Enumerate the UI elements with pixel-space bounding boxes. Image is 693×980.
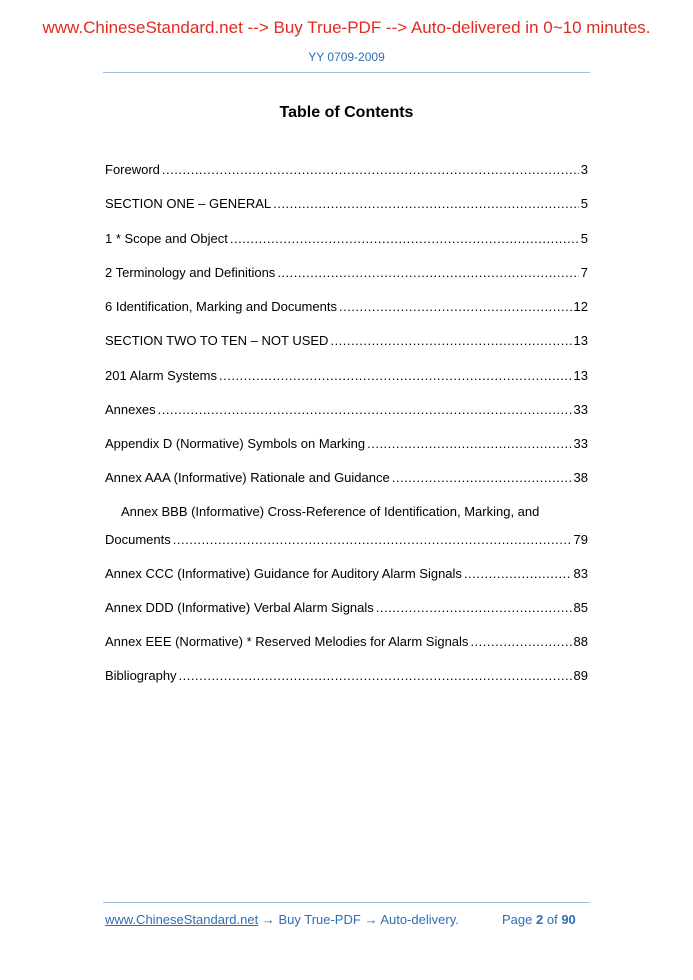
toc-entry-page: 5 bbox=[580, 196, 588, 211]
toc-entry-annex-ddd[interactable] bbox=[105, 598, 588, 616]
toc-leader-dots bbox=[273, 196, 579, 212]
toc-entry-foreword[interactable] bbox=[105, 160, 588, 178]
of-label: of bbox=[546, 912, 558, 927]
toc-entry-title: 2 Terminology and Definitions bbox=[105, 265, 276, 280]
toc-entry-page: 3 bbox=[580, 162, 588, 177]
footer-buy-label: Buy True-PDF bbox=[278, 912, 361, 927]
toc-entry-page: 13 bbox=[573, 368, 588, 383]
toc-entry-bibliography[interactable] bbox=[105, 666, 588, 684]
toc-entry-title: Bibliography bbox=[105, 668, 177, 683]
toc-leader-dots bbox=[277, 265, 578, 281]
toc-title: Table of Contents bbox=[279, 104, 414, 121]
arrow-right-icon: → bbox=[261, 912, 275, 927]
toc-entry-annex-bbb-line1[interactable]: Annex BBB (Informative) Cross-Reference of Identification, Marking, and bbox=[121, 504, 540, 519]
toc-entry-annex-eee[interactable] bbox=[105, 632, 588, 650]
toc-entry-annex-ccc[interactable] bbox=[105, 564, 588, 582]
header-divider bbox=[103, 72, 590, 73]
toc-entry-identification[interactable] bbox=[105, 297, 588, 315]
page-indicator bbox=[502, 912, 576, 927]
toc-entry-title: Annexes bbox=[105, 402, 156, 417]
toc-entry-page: 12 bbox=[573, 299, 588, 314]
toc-entry-section-two-to-ten[interactable] bbox=[105, 331, 588, 349]
toc-leader-dots bbox=[230, 231, 579, 247]
toc-leader-dots bbox=[339, 299, 572, 315]
toc-entry-title: Annex AAA (Informative) Rationale and Guidance bbox=[105, 470, 390, 485]
toc-entry-alarm-systems[interactable] bbox=[105, 366, 588, 384]
footer-links bbox=[105, 912, 459, 927]
footer-divider bbox=[103, 902, 590, 903]
toc-leader-dots bbox=[179, 668, 572, 684]
toc-entry-title: 6 Identification, Marking and Documents bbox=[105, 299, 337, 314]
document-number: YY 0709-2009 bbox=[308, 50, 385, 64]
toc-entry-page: 85 bbox=[573, 600, 588, 615]
toc-entry-appendix-d[interactable] bbox=[105, 434, 588, 452]
toc-entry-title: 201 Alarm Systems bbox=[105, 368, 217, 383]
toc-leader-dots bbox=[330, 333, 571, 349]
toc-entry-scope[interactable] bbox=[105, 229, 588, 247]
toc-entry-title: Annex CCC (Informative) Guidance for Auditory Alarm Signals bbox=[105, 566, 462, 581]
toc-leader-dots bbox=[162, 162, 579, 178]
toc-entry-section-one[interactable] bbox=[105, 194, 588, 212]
toc-entry-page: 33 bbox=[573, 402, 588, 417]
toc-entry-page: 7 bbox=[580, 265, 588, 280]
toc-leader-dots bbox=[367, 436, 571, 452]
page-current: 2 bbox=[536, 912, 544, 927]
toc-entry-title: 1 * Scope and Object bbox=[105, 231, 228, 246]
toc-leader-dots bbox=[464, 566, 572, 582]
toc-entry-page: 13 bbox=[573, 333, 588, 348]
toc-entry-title: SECTION ONE – GENERAL bbox=[105, 196, 272, 211]
page-label: Page bbox=[502, 912, 533, 927]
toc-entry-title: Documents bbox=[105, 532, 171, 547]
toc-leader-dots bbox=[219, 368, 572, 384]
toc-entry-annexes[interactable] bbox=[105, 400, 588, 418]
toc-leader-dots bbox=[158, 402, 572, 418]
toc-entry-title: Foreword bbox=[105, 162, 160, 177]
toc-entry-page: 79 bbox=[573, 532, 588, 547]
toc-entry-annex-aaa[interactable] bbox=[105, 468, 588, 486]
toc-leader-dots bbox=[470, 634, 571, 650]
toc-entry-page: 33 bbox=[573, 436, 588, 451]
toc-entry-page: 89 bbox=[573, 668, 588, 683]
toc-entry-page: 88 bbox=[573, 634, 588, 649]
toc-entry-annex-bbb[interactable] bbox=[105, 530, 588, 548]
toc-entry-title: Annex DDD (Informative) Verbal Alarm Signals bbox=[105, 600, 374, 615]
toc-entry-page: 5 bbox=[580, 231, 588, 246]
toc-entry-title: Annex EEE (Normative) * Reserved Melodies for Alarm Signals bbox=[105, 634, 469, 649]
toc-entry-title: Appendix D (Normative) Symbols on Marking bbox=[105, 436, 366, 451]
promo-banner[interactable]: www.ChineseStandard.net --> Buy True-PDF --> Auto-delivered in 0~10 minutes. bbox=[42, 18, 651, 37]
footer-delivery-label: Auto-delivery. bbox=[380, 912, 459, 927]
toc-entry-page: 38 bbox=[573, 470, 588, 485]
footer-site-link[interactable]: www.ChineseStandard.net bbox=[105, 912, 259, 927]
toc-leader-dots bbox=[392, 470, 572, 486]
toc-entry-page: 83 bbox=[573, 566, 588, 581]
toc-entry-terminology[interactable] bbox=[105, 263, 588, 281]
toc-entry-title: SECTION TWO TO TEN – NOT USED bbox=[105, 333, 329, 348]
page-total: 90 bbox=[561, 912, 576, 927]
toc-leader-dots bbox=[173, 532, 572, 548]
toc-leader-dots bbox=[376, 600, 572, 616]
arrow-right-icon: → bbox=[364, 912, 378, 927]
